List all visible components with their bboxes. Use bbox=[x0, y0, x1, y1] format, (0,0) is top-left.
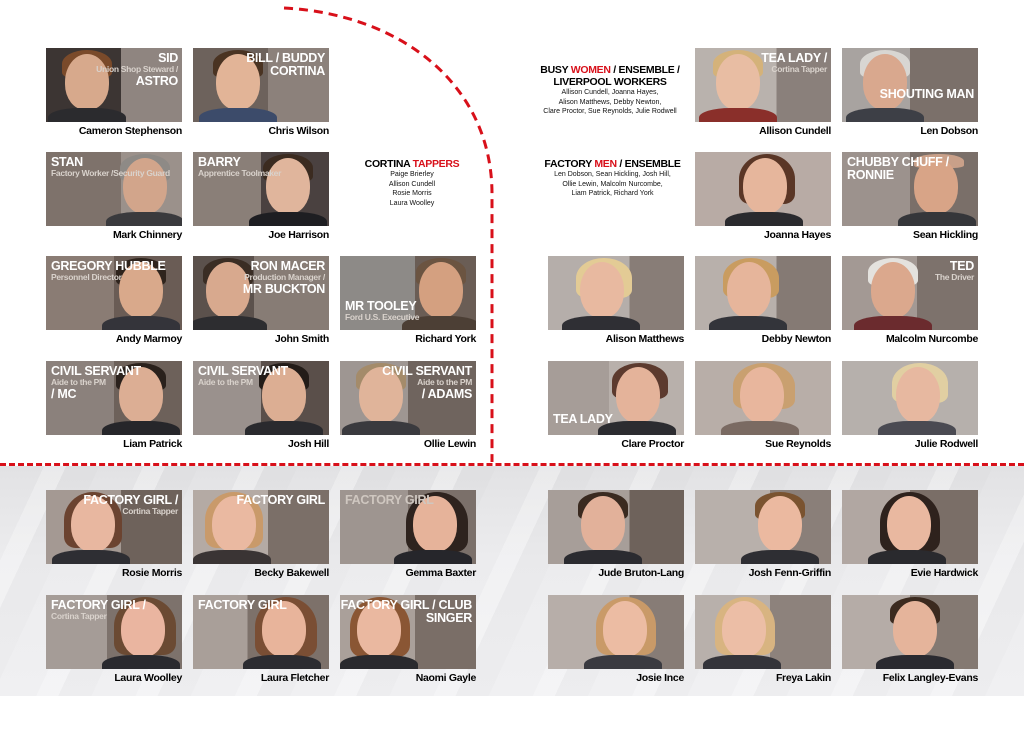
cast-card bbox=[695, 256, 831, 345]
cast-photo bbox=[695, 595, 831, 669]
cast-photo bbox=[46, 490, 182, 564]
role-label: FACTORY GIRL / Cortina Tapper bbox=[51, 598, 146, 621]
cast-card bbox=[842, 256, 978, 345]
cast-name: Joe Harrison bbox=[268, 229, 329, 241]
cast-name: Clare Proctor bbox=[621, 438, 684, 450]
cast-card bbox=[193, 48, 329, 137]
cast-card bbox=[842, 152, 978, 241]
cast-card bbox=[842, 490, 978, 579]
cast-photo bbox=[842, 595, 978, 669]
cast-photo bbox=[548, 361, 684, 435]
busy-women-block: BUSY WOMEN / ENSEMBLE / LIVERPOOL WORKERS Allison Cundell, Joanna Hayes, Alison Matthews, Debby Newton, Clare Proctor, Sue Reynolds, Julie Rodwell bbox=[540, 64, 680, 115]
cast-name: Debby Newton bbox=[761, 333, 831, 345]
cast-photo bbox=[46, 361, 182, 435]
cast-card bbox=[46, 48, 182, 137]
cast-photo bbox=[695, 490, 831, 564]
cast-card bbox=[340, 595, 476, 684]
cast-name: Andy Marmoy bbox=[115, 333, 182, 345]
dashed-horizontal-divider bbox=[0, 463, 1024, 466]
cast-name: Josh Hill bbox=[287, 438, 329, 450]
cast-photo bbox=[46, 595, 182, 669]
role-label: FACTORY GIRL bbox=[198, 598, 287, 612]
role-label: FACTORY GIRL bbox=[236, 493, 325, 507]
cast-card bbox=[548, 490, 684, 579]
cast-name: Ollie Lewin bbox=[423, 438, 476, 450]
role-label: RON MACER Production Manager / MR BUCKTON bbox=[242, 259, 325, 296]
cast-name: Liam Patrick bbox=[123, 438, 182, 450]
role-label: CIVIL SERVANT Aide to the PM / MC bbox=[51, 364, 141, 401]
cast-photo bbox=[842, 361, 978, 435]
cast-name: Rosie Morris bbox=[122, 567, 182, 579]
tapper-name: Allison Cundell bbox=[388, 180, 436, 188]
cast-photo bbox=[695, 152, 831, 226]
tapper-name: Paige Brierley bbox=[390, 171, 434, 178]
cast-card bbox=[193, 361, 329, 450]
cast-photo bbox=[340, 256, 476, 330]
cast-name: Malcolm Nurcombe bbox=[885, 333, 978, 345]
cast-name: Naomi Gayle bbox=[415, 672, 476, 684]
cast-photo bbox=[193, 152, 329, 226]
cast-photo bbox=[695, 361, 831, 435]
tapper-name: Laura Woolley bbox=[389, 199, 435, 207]
cast-photo bbox=[193, 256, 329, 330]
cast-card bbox=[548, 361, 684, 450]
role-label: GREGORY HUBBLE Personnel Director bbox=[51, 259, 166, 282]
cast-card bbox=[695, 152, 831, 241]
role-label: TEA LADY / Cortina Tapper bbox=[761, 51, 827, 74]
cast-photo bbox=[548, 256, 684, 330]
cast-photo bbox=[842, 48, 978, 122]
cast-card bbox=[193, 256, 329, 345]
cast-card bbox=[46, 595, 182, 684]
role-label: BARRY Apprentice Toolmaker bbox=[198, 155, 282, 178]
role-label: SHOUTING MAN bbox=[879, 87, 974, 101]
cast-photo bbox=[46, 256, 182, 330]
cast-card bbox=[695, 361, 831, 450]
cast-photo bbox=[193, 48, 329, 122]
cast-name: Josie Ince bbox=[636, 672, 684, 684]
role-label: MR TOOLEY Ford U.S. Executive bbox=[345, 299, 420, 322]
cast-name: Gemma Baxter bbox=[405, 567, 476, 579]
cast-card bbox=[548, 595, 684, 684]
role-label: TED The Driver bbox=[934, 259, 974, 282]
cast-name: Julie Rodwell bbox=[914, 438, 978, 450]
cast-card bbox=[842, 48, 978, 137]
cast-photo bbox=[842, 256, 978, 330]
role-label: TEA LADY bbox=[553, 412, 613, 426]
cast-card bbox=[46, 256, 182, 345]
cast-name: Becky Bakewell bbox=[254, 567, 329, 579]
cortina-tappers-block: CORTINA TAPPERS Paige Brierley Allison Cundell Rosie Morris Laura Woolley bbox=[352, 158, 472, 208]
cast-photo bbox=[46, 48, 182, 122]
cast-name: Laura Woolley bbox=[114, 672, 182, 684]
cast-photo bbox=[548, 595, 684, 669]
cast-name: Joanna Hayes bbox=[763, 229, 831, 241]
cast-name: Sue Reynolds bbox=[765, 438, 831, 450]
cast-name: Richard York bbox=[415, 333, 476, 345]
cast-name: Felix Langley-Evans bbox=[882, 672, 978, 684]
cast-name: Laura Fletcher bbox=[260, 672, 329, 684]
cast-card bbox=[46, 361, 182, 450]
cast-card bbox=[46, 152, 182, 241]
cast-card bbox=[842, 595, 978, 684]
cast-card bbox=[46, 490, 182, 579]
cast-photo bbox=[842, 490, 978, 564]
cast-card bbox=[193, 595, 329, 684]
cast-card bbox=[340, 256, 476, 345]
cast-photo bbox=[340, 490, 476, 564]
cast-photo bbox=[340, 595, 476, 669]
role-label: FACTORY GIRL / Cortina Tapper bbox=[83, 493, 178, 516]
role-label: FACTORY GIRL / CLUB SINGER bbox=[340, 598, 472, 625]
cast-card bbox=[548, 256, 684, 345]
cast-name: Alison Matthews bbox=[605, 333, 684, 345]
cast-photo bbox=[695, 256, 831, 330]
cast-photo bbox=[193, 490, 329, 564]
cast-name: John Smith bbox=[274, 333, 329, 345]
role-label: STAN Factory Worker /Security Guard bbox=[51, 155, 170, 178]
role-label: CHUBBY CHUFF / RONNIE bbox=[847, 155, 949, 182]
cast-card bbox=[340, 490, 476, 579]
cast-photo bbox=[695, 48, 831, 122]
role-label: BILL / BUDDY CORTINA bbox=[246, 51, 325, 78]
cast-card bbox=[695, 595, 831, 684]
cast-name: Allison Cundell bbox=[759, 125, 831, 137]
cast-photo bbox=[193, 361, 329, 435]
cast-card bbox=[193, 490, 329, 579]
role-label: CIVIL SERVANT Aide to the PM / ADAMS bbox=[382, 364, 472, 401]
cast-card bbox=[695, 48, 831, 137]
role-label: SID Union Shop Steward / ASTRO bbox=[96, 51, 178, 88]
role-label: FACTORY GIRL bbox=[345, 493, 434, 507]
cast-name: Josh Fenn-Griffin bbox=[748, 567, 831, 579]
cast-photo bbox=[548, 490, 684, 564]
cast-name: Cameron Stephenson bbox=[78, 125, 182, 137]
cast-name: Mark Chinnery bbox=[112, 229, 182, 241]
cast-name: Sean Hickling bbox=[913, 229, 978, 241]
cast-name: Chris Wilson bbox=[268, 125, 329, 137]
cast-card bbox=[340, 361, 476, 450]
role-label: CIVIL SERVANT Aide to the PM bbox=[198, 364, 288, 387]
cast-name: Jude Bruton-Lang bbox=[598, 567, 684, 579]
cast-name: Freya Lakin bbox=[775, 672, 831, 684]
cast-name: Len Dobson bbox=[920, 125, 978, 137]
cast-name: Evie Hardwick bbox=[910, 567, 978, 579]
cast-photo bbox=[340, 361, 476, 435]
factory-men-block: FACTORY MEN / ENSEMBLE Len Dobson, Sean Hickling, Josh Hill, Ollie Lewin, Malcolm Nurcombe, Liam Patrick, Richard York bbox=[544, 158, 681, 197]
cast-card bbox=[695, 490, 831, 579]
tapper-name: Rosie Morris bbox=[392, 190, 432, 197]
cast-card bbox=[193, 152, 329, 241]
cast-photo bbox=[842, 152, 978, 226]
cast-photo bbox=[193, 595, 329, 669]
cast-card bbox=[842, 361, 978, 450]
cast-photo bbox=[46, 152, 182, 226]
